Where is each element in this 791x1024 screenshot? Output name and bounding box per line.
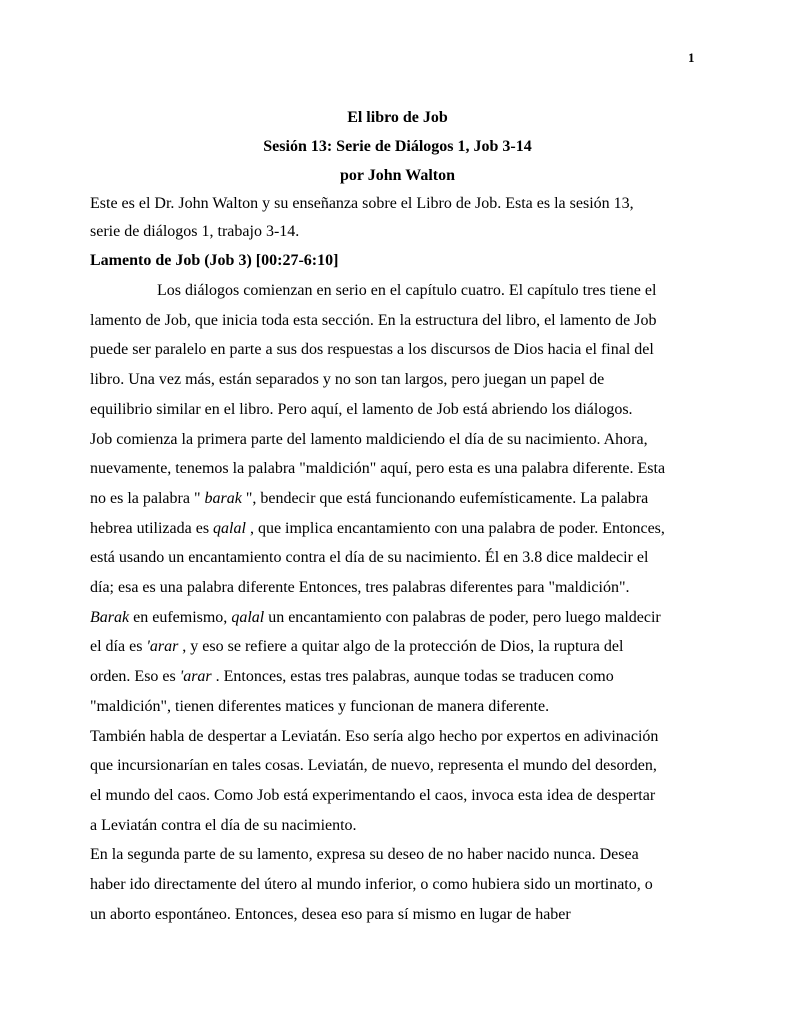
- paragraph-line: está usando un encantamiento contra el día de su nacimiento. Él en 3.8 dice maldecir el: [90, 549, 649, 567]
- text-run: no es la palabra ": [90, 489, 205, 507]
- paragraph-line: [90, 603, 705, 633]
- paragraph-line: un aborto espontáneo. Entonces, desea eso para sí mismo en lugar de haber: [90, 905, 571, 923]
- paragraph-line: puede ser paralelo en parte a sus dos respuestas a los discursos de Dios hacia el final del: [90, 341, 654, 359]
- paragraph-line: nuevamente, tenemos la palabra "maldición" aquí, pero esta es una palabra diferente. Esta: [90, 460, 666, 478]
- text-run: en eufemismo,: [129, 608, 232, 626]
- paragraph-line: a Leviatán contra el día de su nacimiento.: [90, 816, 357, 834]
- text-run: ", bendecir que está funcionando eufemísticamente. La palabra: [241, 489, 649, 507]
- session-subtitle: Sesión 13: Serie de Diálogos 1, Job 3-14: [263, 138, 532, 155]
- paragraph-line: libro. Una vez más, están separados y no son tan largos, pero juegan un papel de: [90, 371, 605, 389]
- intro-line: Este es el Dr. John Walton y su enseñanza sobre el Libro de Job. Esta es la sesión 13,: [90, 195, 634, 212]
- italic-term: qalal: [213, 519, 246, 537]
- paragraph-line: [90, 514, 705, 544]
- text-run: hebrea utilizada es: [90, 519, 214, 537]
- paragraph-line: lamento de Job, que inicia toda esta sección. En la estructura del libro, el lamento de Job: [90, 311, 657, 329]
- paragraph-lament: [90, 276, 705, 722]
- paragraph-line: que incursionarían en tales cosas. Leviatán, de nuevo, representa el mundo del desorden,: [90, 757, 657, 775]
- intro-paragraph: [90, 190, 705, 246]
- italic-term: Barak: [90, 608, 130, 626]
- paragraph-line: Job comienza la primera parte del lamento maldiciendo el día de su nacimiento. Ahora,: [90, 430, 648, 448]
- page-number: 1: [688, 50, 695, 65]
- paragraph-leviathan: [90, 722, 705, 841]
- text-run: orden. Eso es: [90, 668, 180, 686]
- text-run: , y eso se refiere a quitar algo de la protección de Dios, la ruptura del: [178, 638, 624, 656]
- author-line: por John Walton: [339, 167, 455, 184]
- italic-term: 'arar: [179, 668, 212, 686]
- italic-term: qalal: [231, 608, 265, 626]
- paragraph-second-part: [90, 840, 705, 929]
- intro-line: serie de diálogos 1, trabajo 3-14.: [90, 223, 300, 240]
- paragraph-line: [90, 484, 705, 514]
- paragraph-line: [90, 632, 705, 662]
- paragraph-line: haber ido directamente del útero al mundo inferior, o como hubiera sido un mortinato, o: [90, 876, 653, 894]
- paragraph-line: Los diálogos comienzan en serio en el capítulo cuatro. El capítulo tres tiene el: [157, 282, 657, 299]
- section-heading: Lamento de Job (Job 3) [00:27-6:10]: [90, 252, 339, 269]
- italic-term: barak: [204, 489, 242, 507]
- paragraph-line: También habla de despertar a Leviatán. Eso sería algo hecho por expertos en adivinación: [90, 727, 659, 745]
- paragraph-line: día; esa es una palabra diferente Entonces, tres palabras diferentes para "maldición".: [90, 579, 630, 597]
- document-title: El libro de Job: [347, 109, 448, 126]
- paragraph-line: el mundo del caos. Como Job está experimentando el caos, invoca esta idea de despertar: [90, 786, 656, 804]
- text-run: . Entonces, estas tres palabras, aunque todas se traducen como: [211, 668, 614, 686]
- paragraph-line: En la segunda parte de su lamento, expresa su deseo de no haber nacido nunca. Desea: [90, 846, 639, 864]
- italic-term: 'arar: [146, 638, 179, 656]
- paragraph-line: "maldición", tienen diferentes matices y funcionan de manera diferente.: [90, 697, 550, 715]
- text-run: el día es: [90, 638, 147, 656]
- text-run: , que implica encantamiento con una palabra de poder. Entonces,: [245, 519, 665, 537]
- document-body: [90, 103, 705, 929]
- text-run: un encantamiento con palabras de poder, pero luego maldecir: [264, 608, 661, 626]
- paragraph-line: equilibrio similar en el libro. Pero aquí, el lamento de Job está abriendo los diálogos.: [90, 400, 633, 418]
- paragraph-line: [90, 662, 705, 692]
